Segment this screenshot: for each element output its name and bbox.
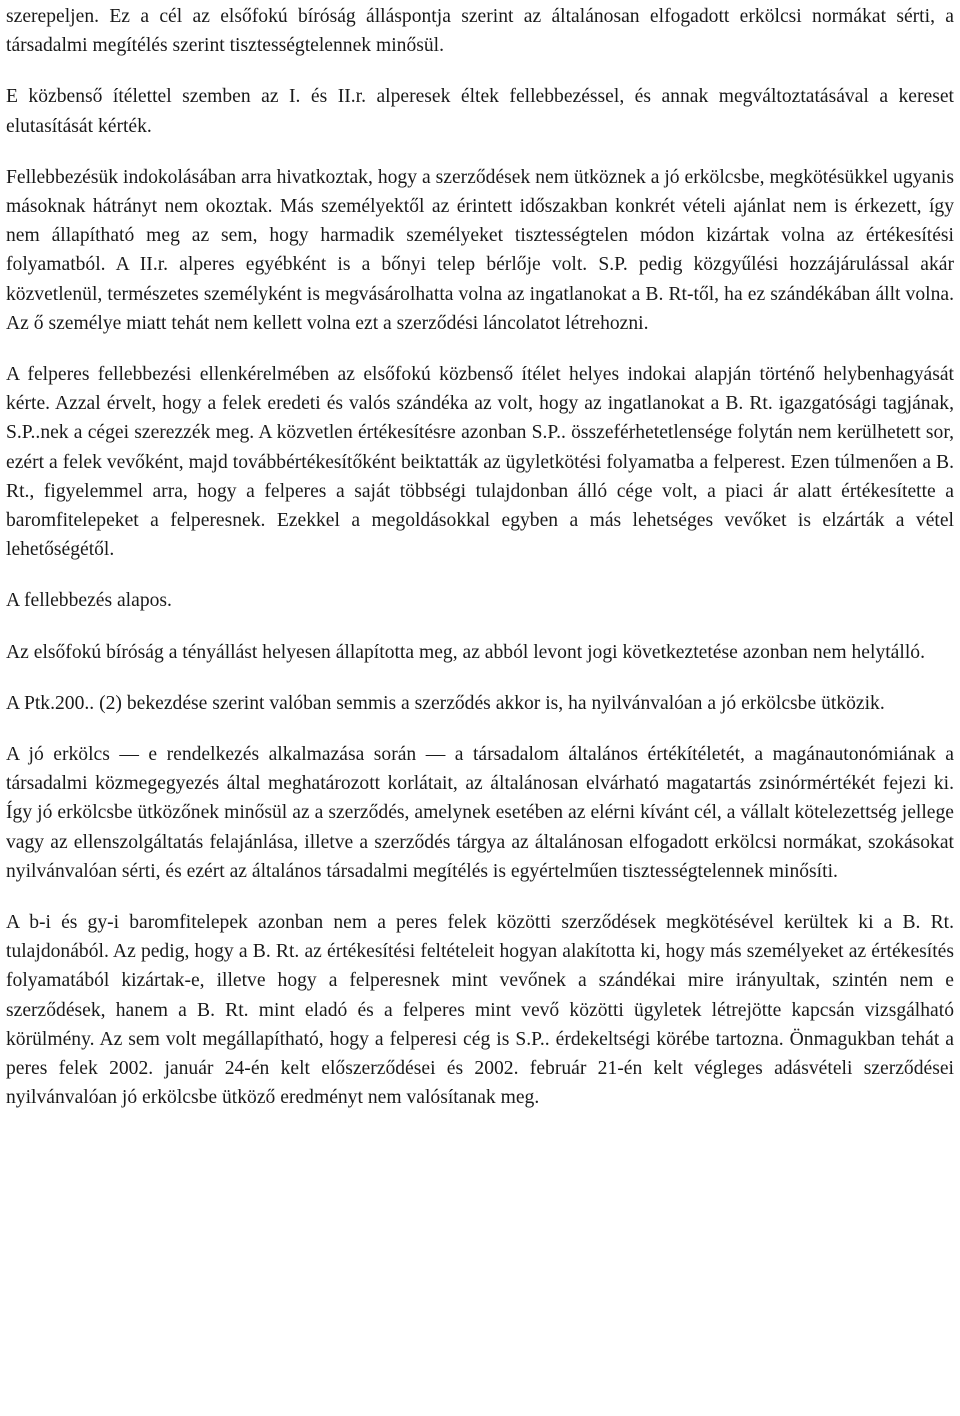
document-page [6,2,954,1135]
paragraph-7: A Ptk.200.. (2) bekezdése szerint valóban semmis a szerződés akkor is, ha nyilvánvalóan a jó erkölcsbe ütközik. [6,692,885,714]
paragraph-4: A felperes fellebbezési ellenkérelmében az elsőfokú közbenső ítélet helyes indokai alapján történő helybenhagyását kérte. Azzal érvelt, hogy a felek eredeti és valós szándéka az volt, hogy az ingatlanokat a B. Rt. igazgatósági tagjának, S.P..nek a cégei szerezzék meg. A közvetlen értékesítésre azonban S.P.. összeférhetetlensége folytán nem kerülhetett sor, ezért a felek vevőként, majd továbbértékesítőként beiktatták az ügyletkötési folyamatba a felperest. Ezen túlmenően a B. Rt., figyelemmel arra, hogy a felperes a saját többségi tulajdonban álló cége volt, a piaci ár alatt értékesítette a baromfitelepeket a felperesnek. Ezekkel a megoldásokkal egyben a más lehetséges vevőket is elzárták a vétel lehetőségétől. [6,364,954,561]
paragraph-1: szerepeljen. Ez a cél az elsőfokú bíróság álláspontja szerint az általánosan elfogadott erkölcsi normákat sérti, a társadalmi megítélés szerint tisztességtelennek minősül. [6,6,954,57]
paragraph-3: Fellebbezésük indokolásában arra hivatkoztak, hogy a szerződések nem ütköznek a jó erkölcsbe, megkötésükkel ugyanis másoknak hátrányt nem okoztak. Más személyektől az érintett időszakban konkrét vételi ajánlat nem is érkezett, így nem állapítható meg az sem, hogy harmadik személyeket tisztességtelen módon kizártak volna az értékesítési folyamatból. A II.r. alperes egyébként is a bőnyi telep bérlője volt. S.P. pedig közgyűlési hozzájárulással akár közvetlenül, természetes személyként is megvásárolhatta volna az ingatlanokat a B. Rt-től, ha ez szándékában állt volna. Az ő személye miatt tehát nem kellett volna ezt a szerződési láncolatot létrehozni. [6,166,954,334]
paragraph-8: A jó erkölcs — e rendelkezés alkalmazása során — a társadalom általános értékítéletét, a magánautonómiának a társadalmi közmegegyezés által meghatározott korlátait, az általánosan elvárható magatartás zsinórmértékét fejezi ki. Így jó erkölcsbe ütközőnek minősül az a szerződés, amelynek esetében az elérni kívánt cél, a vállalt kötelezettség jellege vagy az ellenszolgáltatás felajánlása, illetve a szerződés tárgya az általánosan elfogadott erkölcsi normákat, szokásokat nyilvánvalóan sérti, és ezért az általános társadalmi megítélés is egyértelműen tisztességtelennek minősíti. [6,744,954,882]
paragraph-9: A b-i és gy-i baromfitelepek azonban nem a peres felek közötti szerződések megkötésével kerültek ki a B. Rt. tulajdonából. Az pedig, hogy a B. Rt. az értékesítési feltételeit hogyan alakította ki, hogy más személyeket az értékesítés folyamatából kizártak-e, illetve hogy a felperesnek mint vevőnek a szándékai mire irányultak, szintén nem e szerződések, hanem a B. Rt. mint eladó és a felperes mint vevő közötti ügyletek létrejötte kapcsán vizsgálható körülmény. Az sem volt megállapítható, hogy a felperesi cég is S.P.. érdekeltségi körébe tartozna. Önmagukban tehát a peres felek 2002. január 24-én kelt előszerződései és 2002. február 21-én kelt végleges adásvételi szerződései nyilvánvalóan jó erkölcsbe ütköző eredményt nem valósítanak meg. [6,912,954,1109]
paragraph-5: A fellebbezés alapos. [6,590,172,612]
paragraph-6: Az elsőfokú bíróság a tényállást helyesen állapította meg, az abból levont jogi következtetése azonban nem helytálló. [6,641,925,663]
paragraph-2: E közbenső ítélettel szemben az I. és II.r. alperesek éltek fellebbezéssel, és annak megváltoztatásával a kereset elutasítását kérték. [6,86,954,137]
